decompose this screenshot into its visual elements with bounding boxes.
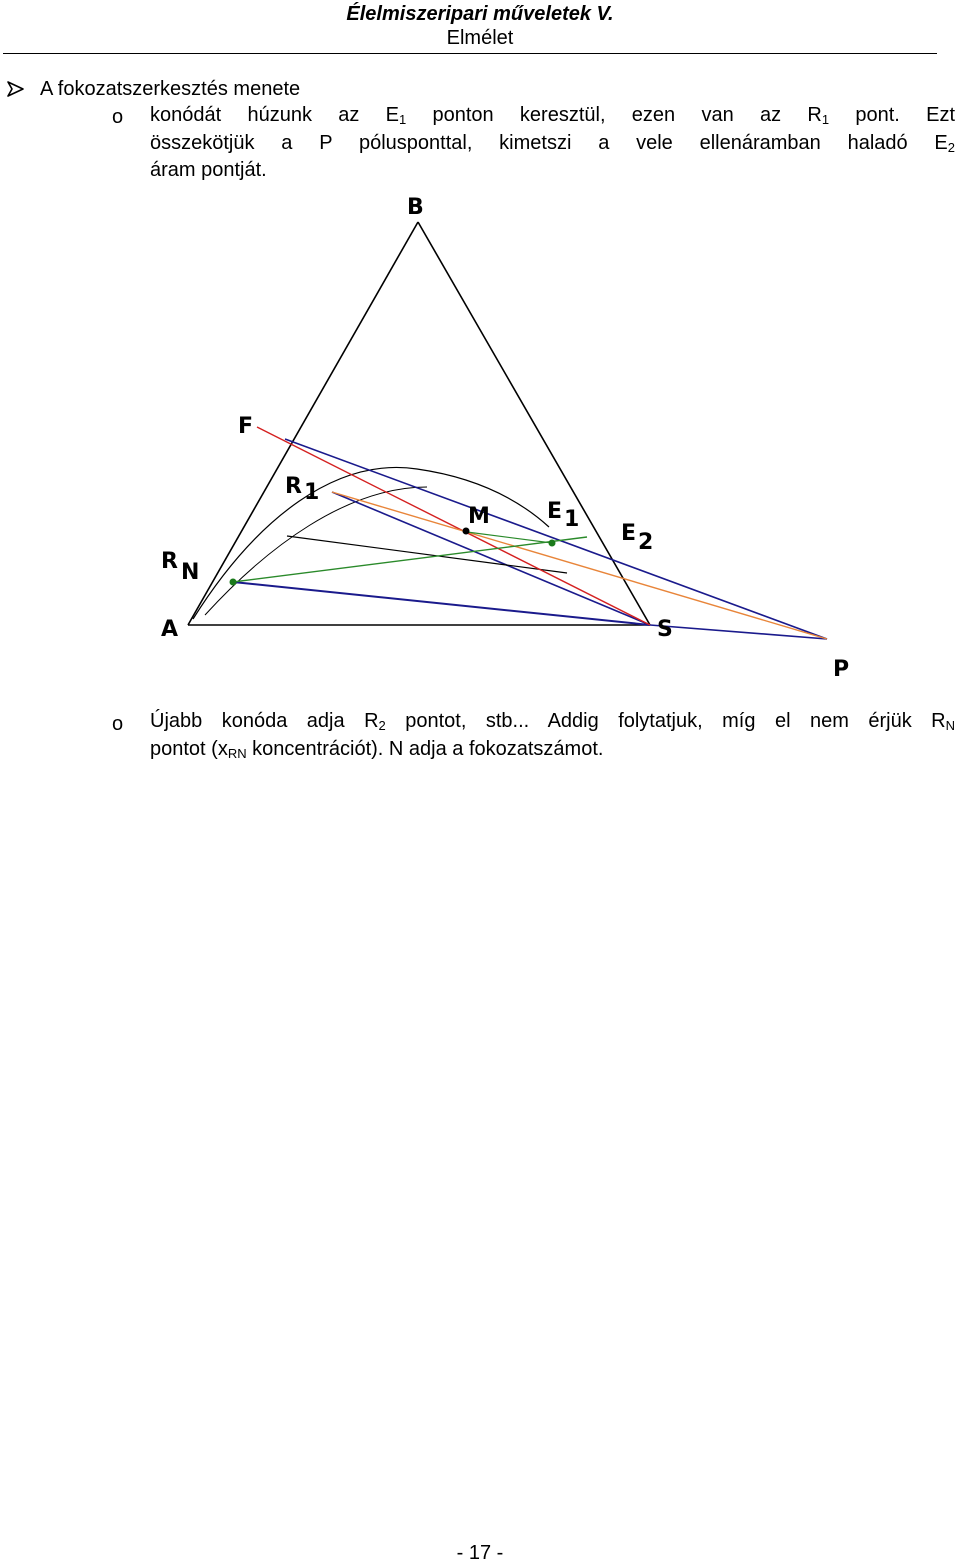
list-marker: o bbox=[112, 713, 124, 735]
point-e1 bbox=[549, 540, 556, 547]
red-line-f-s bbox=[257, 427, 650, 625]
page-number: - 17 - bbox=[456, 1542, 504, 1564]
paragraph-1-line-1: konódát húzunk az $E_1$ ponton keresztül, ezen van az $R_1$ pont. Ezt bbox=[150, 104, 956, 127]
label-f: F bbox=[238, 414, 254, 439]
blue-line-rn-s bbox=[233, 582, 650, 625]
paragraph-1-line-3: áram pontját. bbox=[150, 159, 267, 181]
label-s: S bbox=[657, 617, 673, 642]
header-title: Élelmiszeripari műveletek V. bbox=[346, 3, 614, 25]
paragraph-2-line-1: Újabb konóda adja $R_2$ pontot, stb... Addig folytatjuk, míg el nem érjük $R_N$ bbox=[150, 710, 955, 733]
label-p: P bbox=[833, 657, 850, 682]
paragraph-2-line-2: pontot ($x_{RN}$ koncentrációt). N adja a fokozatszámot. bbox=[150, 737, 604, 761]
blue-line-r1-s bbox=[332, 492, 650, 625]
label-a: A bbox=[161, 617, 179, 642]
list-marker: o bbox=[112, 106, 124, 128]
triangle-side-bs bbox=[418, 222, 650, 625]
arrow-bullet-icon bbox=[6, 79, 26, 99]
conode-line bbox=[287, 536, 567, 573]
binodal-inner-curve bbox=[205, 487, 427, 615]
triangle-side-ab bbox=[188, 222, 418, 625]
paragraph-1 bbox=[150, 102, 955, 185]
stage-construction-diagram bbox=[97, 187, 902, 697]
label-m: M bbox=[468, 504, 490, 529]
label-e1: E1 bbox=[547, 499, 580, 532]
label-b: B bbox=[407, 195, 424, 220]
paragraph-1-line-2: összekötjük a P pólusponttal, kimetszi a vele ellenáramban haladó $E_2$ bbox=[150, 131, 955, 155]
section-title: A fokozatszerkesztés menete bbox=[40, 78, 301, 100]
header-rule bbox=[3, 53, 937, 54]
label-e2: E2 bbox=[621, 521, 654, 555]
label-rn: R N bbox=[161, 549, 200, 585]
label-r1: R1 bbox=[285, 474, 320, 505]
paragraph-2 bbox=[150, 708, 955, 763]
point-rn bbox=[230, 579, 237, 586]
blue-line-s-p bbox=[650, 625, 827, 639]
blue-line-f-p bbox=[285, 439, 827, 639]
header-subtitle: Elmélet bbox=[446, 27, 514, 49]
green-conode-rn bbox=[233, 537, 587, 582]
